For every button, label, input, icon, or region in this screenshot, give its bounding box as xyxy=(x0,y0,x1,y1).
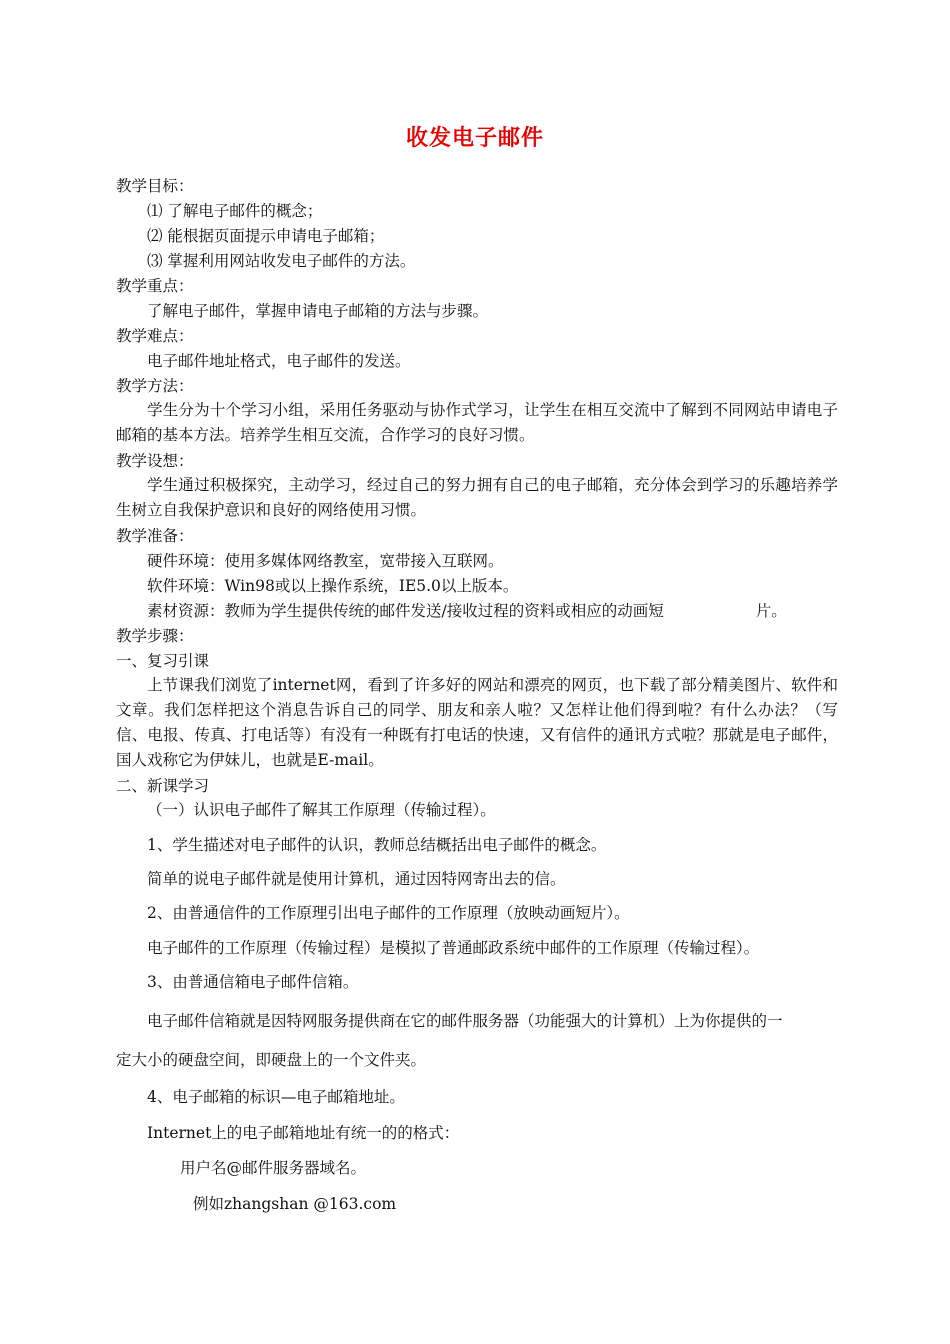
hardware-line: 硬件环境：使用多媒体网络教室，宽带接入互联网。 xyxy=(147,552,504,570)
address-format: 用户名@邮件服务器域名。 xyxy=(180,1159,367,1177)
preparation-heading: 教学准备： xyxy=(116,527,194,545)
material-line xyxy=(147,601,787,621)
step-3-detail: 电子邮件信箱就是因特网服务提供商在它的邮件服务器（功能强大的计算机）上为你提供的一 xyxy=(147,1012,783,1030)
address-format-intro: Internet上的电子邮箱地址有统一的的格式： xyxy=(147,1124,460,1142)
step-2-line: 2、由普通信件的工作原理引出电子邮件的工作原理（放映动画短片）。 xyxy=(147,904,630,922)
goal-item-3: ⑶ 掌握利用网站收发电子邮件的方法。 xyxy=(147,252,416,270)
new-lesson-heading: 二、新课学习 xyxy=(116,777,210,795)
steps-heading: 教学步骤： xyxy=(116,627,194,645)
method-heading: 教学方法： xyxy=(116,377,194,395)
address-example: 例如zhangshan @163.com xyxy=(193,1195,397,1213)
goal-item-1: ⑴ 了解电子邮件的概念； xyxy=(147,202,323,220)
concept-paragraph: 学生通过积极探究，主动学习，经过自己的努力拥有自己的电子邮箱，充分体会到学习的乐趣培养学生树立自我保护意识和良好的网络使用习惯。 xyxy=(116,476,838,519)
step-1-detail: 简单的说电子邮件就是使用计算机，通过因特网寄出去的信。 xyxy=(147,870,566,888)
difficulty-text: 电子邮件地址格式，电子邮件的发送。 xyxy=(147,352,411,370)
step-2-detail: 电子邮件的工作原理（传输过程）是模拟了普通邮政系统中邮件的工作原理（传输过程）。 xyxy=(147,939,760,957)
software-line: 软件环境：Win98或以上操作系统，IE5.0以上版本。 xyxy=(147,577,519,595)
method-paragraph: 学生分为十个学习小组，采用任务驱动与协作式学习，让学生在相互交流中了解到不同网站申请电子邮箱的基本方法。培养学生相互交流，合作学习的良好习惯。 xyxy=(116,401,838,444)
key-point-heading: 教学重点： xyxy=(116,277,194,295)
step-3-line: 3、由普通信箱电子邮件信箱。 xyxy=(147,973,359,991)
difficulty-heading: 教学难点： xyxy=(116,327,194,345)
document-title: 收发电子邮件 xyxy=(405,126,544,151)
subsection-1-heading: （一）认识电子邮件了解其工作原理（传输过程）。 xyxy=(147,801,496,819)
material-text: 素材资源：教师为学生提供传统的邮件发送/接收过程的资料或相应的动画短 xyxy=(147,602,664,620)
review-heading: 一、复习引课 xyxy=(116,652,210,670)
step-4-line: 4、电子邮箱的标识—电子邮箱地址。 xyxy=(147,1088,405,1106)
goal-heading: 教学目标： xyxy=(116,177,194,195)
step-1-line: 1、学生描述对电子邮件的认识，教师总结概括出电子邮件的概念。 xyxy=(147,836,607,854)
material-text-end: 片。 xyxy=(755,602,787,620)
concept-heading: 教学设想： xyxy=(116,452,194,470)
review-paragraph: 上节课我们浏览了internet网，看到了许多好的网站和漂亮的网页，也下载了部分精美图片、软件和文章。我们怎样把这个消息告诉自己的同学、朋友和亲人啦？又怎样让他们得到啦？有什么办法？（写信、电报、传真、打电话等）有没有一种既有打电话的快速，又有信件的通讯方式啦？那就是电子邮件，国人戏称它为伊妹儿，也就是E-mail。 xyxy=(116,676,838,769)
goal-item-2: ⑵ 能根据页面提示申请电子邮箱； xyxy=(147,227,385,245)
step-3-detail-cont: 定大小的硬盘空间，即硬盘上的一个文件夹。 xyxy=(116,1051,427,1069)
key-point-text: 了解电子邮件，掌握申请电子邮箱的方法与步骤。 xyxy=(147,302,489,320)
